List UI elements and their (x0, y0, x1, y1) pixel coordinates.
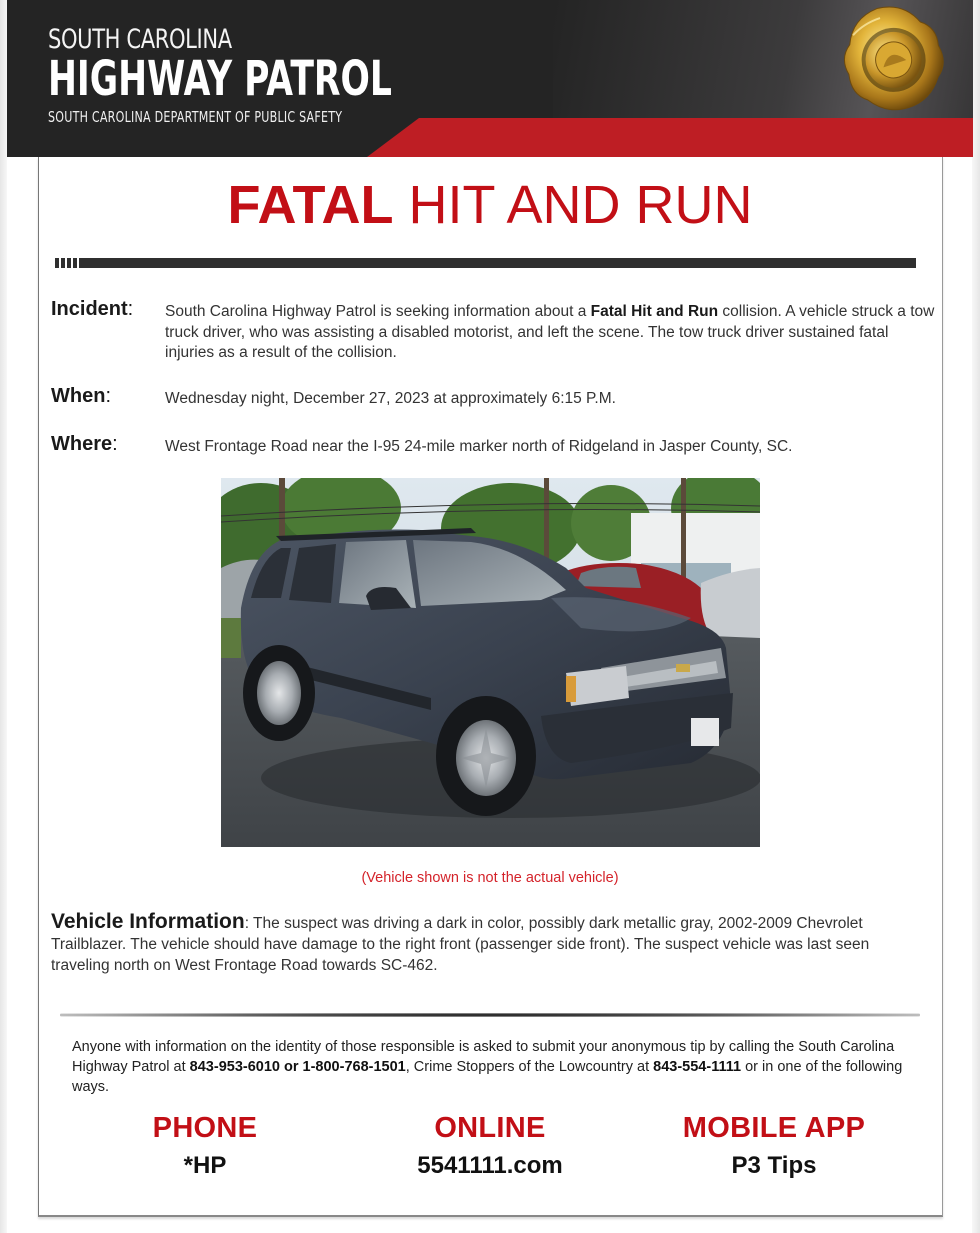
incident-emphasis: Fatal Hit and Run (590, 303, 719, 320)
title-fatal: FATAL (227, 175, 394, 235)
channel-online (360, 1110, 620, 1186)
rule-tick (55, 258, 59, 268)
vehicle-info-text: The suspect was driving a dark in color, possibly dark metallic gray, 2002-2009 Chevrolet Trailblazer. The vehicle should have damage to the right front (passenger side front). The suspect vehicle was last seen traveling north on West Frontage Road towards SC-462. (51, 915, 870, 974)
header-red-stripe (367, 118, 973, 157)
channel-mobile-app (644, 1110, 904, 1186)
channel-online-value: 5541111.com (417, 1152, 563, 1179)
incident-label: Incident: (51, 298, 134, 320)
when-label: When: (51, 385, 111, 407)
rule-tick (61, 258, 65, 268)
when-text: Wednesday night, December 27, 2023 at approximately 6:15 P.M. (165, 390, 616, 407)
photo-caption: (Vehicle shown is not the actual vehicle) (361, 870, 619, 886)
section-divider (60, 1013, 920, 1017)
police-badge-icon (836, 2, 950, 114)
where-label: Where: (51, 433, 118, 455)
header-banner (7, 0, 973, 157)
channel-online-title: ONLINE (434, 1112, 546, 1144)
title-rule (79, 258, 916, 268)
channel-mobile-app-title: MOBILE APP (682, 1112, 866, 1144)
vehicle-photo (221, 478, 760, 847)
crimestoppers-phone: 843-554-1111 (653, 1059, 742, 1075)
shp-phone-numbers: 843-953-6010 or 1-800-768-1501 (189, 1059, 406, 1075)
page-title (0, 172, 980, 238)
vehicle-info-label: Vehicle Information (51, 910, 245, 933)
channel-mobile-app-value: P3 Tips (731, 1152, 817, 1179)
brand-agency: HIGHWAY PATROL (48, 51, 392, 107)
title-hit-and-run: HIT AND RUN (393, 175, 753, 235)
incident-text: South Carolina Highway Patrol is seeking information about a Fatal Hit and Run collision. A vehicle struck a tow truck driver, who was assisting a disabled motorist, and left the scene. The tow truck driver sustained fatal injuries as a result of the collision. (165, 303, 935, 361)
rule-tick (73, 258, 77, 268)
tip-instructions: Anyone with information on the identity of those responsible is asked to submit your anonymous tip by calling the South Carolina Highway Patrol at 843-953-6010 or 1-800-768-1501, Crime Stoppers of the Lowcountry at 843-554-1111 or in one of the following ways. (72, 1039, 903, 1095)
brand-state: SOUTH CAROLINA (48, 24, 232, 55)
vehicle-information: Vehicle Information: The suspect was driving a dark in color, possibly dark metallic gray, 2002-2009 Chevrolet Trailblazer. The vehicle should have damage to the right front (passenger side front). The suspect vehicle was last seen traveling north on West Frontage Road towards SC-462. (51, 910, 870, 974)
channel-phone-title: PHONE (152, 1112, 258, 1144)
brand-department: SOUTH CAROLINA DEPARTMENT OF PUBLIC SAFETY (48, 108, 343, 126)
rule-tick (67, 258, 71, 268)
channel-phone (75, 1110, 335, 1186)
where-text: West Frontage Road near the I-95 24-mile marker north of Ridgeland in Jasper County, SC. (165, 438, 793, 455)
channel-phone-value: *HP (183, 1152, 227, 1179)
